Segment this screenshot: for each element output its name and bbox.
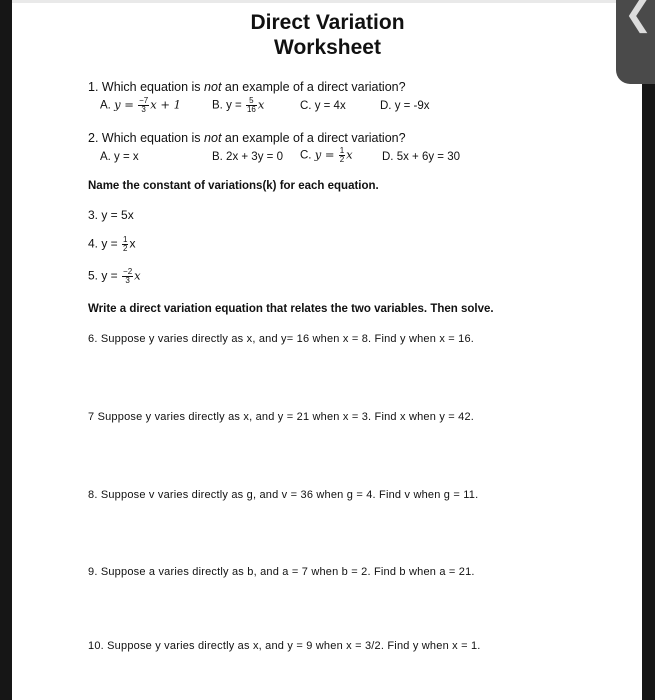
q2-c-lhs: y = bbox=[314, 147, 335, 162]
q2-option-d: D. 5x + 6y = 30 bbox=[382, 151, 460, 163]
q1-option-a bbox=[100, 97, 181, 114]
q2-option-a: A. y = x bbox=[100, 151, 139, 163]
q4-fraction bbox=[122, 236, 128, 253]
q4-lhs: 4. y = bbox=[88, 236, 118, 251]
q7-problem: 7 Suppose y varies directly as x, and y = 21 when x = 3. Find x when y = 42. bbox=[88, 411, 475, 423]
q1-option-d: D. y = -9x bbox=[380, 100, 430, 112]
q1-a-num: −7 bbox=[139, 96, 149, 105]
worksheet-title-line2: Worksheet bbox=[274, 36, 381, 59]
section-word-problems-heading: Write a direct variation equation that relates the two variables. Then solve. bbox=[88, 303, 494, 315]
q3-equation: 3. y = 5x bbox=[88, 208, 134, 222]
side-panel-tab[interactable] bbox=[616, 0, 655, 84]
q2-option-c bbox=[300, 147, 353, 164]
q2-c-num: 1 bbox=[339, 146, 345, 155]
q5-num: −2 bbox=[123, 267, 133, 276]
q1-b-rhs: x bbox=[257, 97, 265, 112]
q1-prompt-not: not bbox=[204, 80, 222, 94]
q6-problem: 6. Suppose y varies directly as x, and y= 16 when x = 8. Find y when x = 16. bbox=[88, 333, 475, 345]
q1-b-lhs: y = bbox=[226, 99, 242, 112]
q5-rhs: x bbox=[134, 268, 141, 283]
q2-prompt-start: 2. Which equation is bbox=[88, 131, 205, 145]
q8-problem: 8. Suppose v varies directly as g, and v = 36 when g = 4. Find v when g = 11. bbox=[88, 489, 479, 501]
q2-c-den: 2 bbox=[339, 155, 345, 164]
q2-prompt-not: not bbox=[204, 131, 222, 145]
q1-b-label: B. bbox=[212, 99, 223, 112]
chevron-left-icon[interactable]: ❮ bbox=[624, 0, 653, 34]
q5-den: 3 bbox=[125, 276, 130, 285]
section-constant-heading: Name the constant of variations(k) for each equation. bbox=[88, 180, 379, 192]
q4-den: 2 bbox=[123, 244, 128, 253]
q5-lhs: 5. y = bbox=[88, 268, 118, 283]
q1-a-label: A. bbox=[100, 99, 111, 112]
q2-prompt bbox=[88, 131, 406, 145]
q5-equation bbox=[88, 268, 141, 285]
q1-b-fraction bbox=[246, 97, 257, 114]
q1-prompt-start: 1. Which equation is bbox=[88, 80, 205, 94]
q9-problem: 9. Suppose a varies directly as b, and a = 7 when b = 2. Find b when a = 21. bbox=[88, 566, 475, 578]
q10-problem: 10. Suppose y varies directly as x, and y = 9 when x = 3/2. Find y when x = 1. bbox=[88, 640, 481, 652]
q1-option-c: C. y = 4x bbox=[300, 100, 346, 112]
q2-c-rhs: x bbox=[346, 147, 353, 162]
q1-a-lhs: y = bbox=[114, 97, 134, 112]
right-border bbox=[642, 0, 655, 700]
q1-b-num: 5 bbox=[246, 97, 257, 106]
q4-num: 1 bbox=[123, 235, 128, 244]
q1-prompt-end: an example of a direct variation? bbox=[221, 80, 406, 94]
q4-rhs: x bbox=[129, 236, 136, 251]
top-strip bbox=[12, 0, 642, 3]
q1-a-den: 3 bbox=[141, 105, 146, 114]
q5-fraction bbox=[122, 268, 133, 285]
q2-option-b: B. 2x + 3y = 0 bbox=[212, 151, 283, 163]
q2-c-fraction bbox=[339, 147, 345, 164]
q1-prompt bbox=[88, 80, 406, 94]
left-border bbox=[0, 0, 12, 700]
q2-c-label: C. bbox=[300, 149, 312, 162]
q2-prompt-end: an example of a direct variation? bbox=[221, 131, 406, 145]
q1-option-b bbox=[212, 97, 264, 114]
q4-equation bbox=[88, 236, 135, 253]
q1-a-rhs: x + 1 bbox=[150, 97, 181, 112]
q1-b-den: 16 bbox=[246, 105, 256, 114]
q1-a-fraction bbox=[138, 97, 149, 114]
worksheet-title-line1: Direct Variation bbox=[250, 11, 405, 34]
